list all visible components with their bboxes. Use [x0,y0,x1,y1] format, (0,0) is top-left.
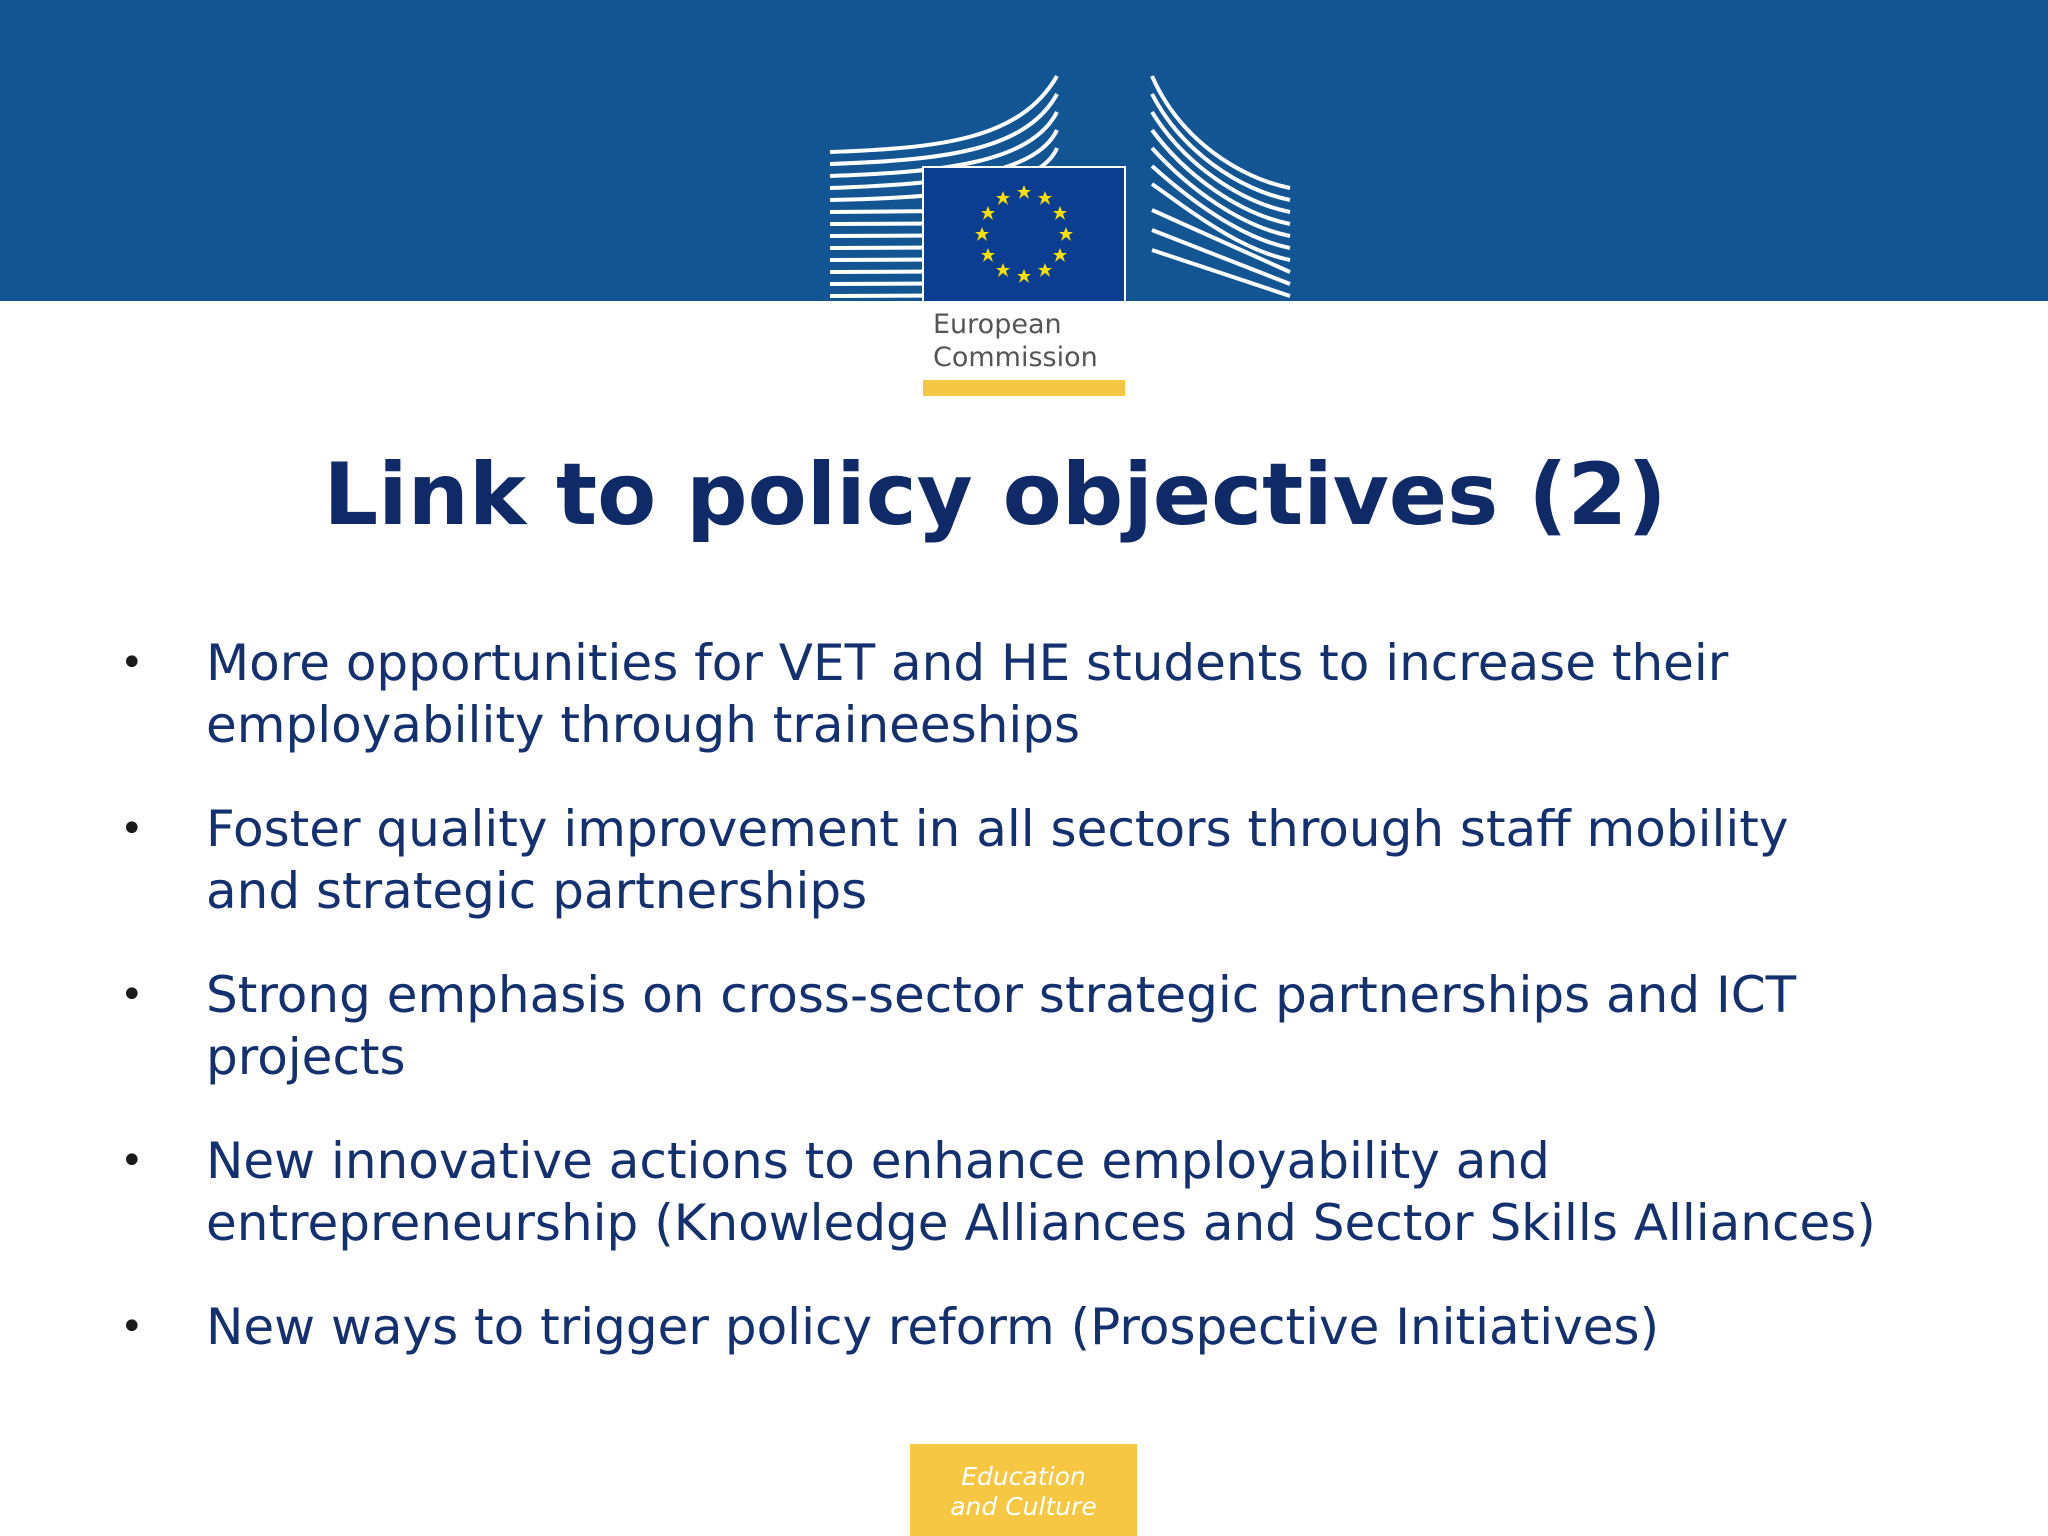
bullet-dot-icon: • [120,1138,144,1184]
building-right-icon [1152,76,1290,296]
bullet-list [118,632,2018,1400]
bullet-line: and strategic partnerships [206,862,868,920]
bullet-item [118,1130,2018,1254]
bullet-line: entrepreneurship (Knowledge Alliances and Sector Skills Alliances) [206,1194,1876,1252]
bullet-dot-icon: • [120,806,144,852]
logo-text-line-1: European [933,309,1062,340]
bullet-line: employability through traineeships [206,696,1081,754]
bullet-line: New ways to trigger policy reform (Prospective Initiatives) [206,1298,1660,1356]
logo-text-line-2: Commission [933,342,1098,373]
bullet-line: New innovative actions to enhance employability and [206,1132,1550,1190]
footer-line-2: and Culture [950,1492,1097,1521]
bullet-line: projects [206,1028,406,1086]
logo-underline [923,380,1125,396]
bullet-item [118,632,2018,756]
bullet-item [118,798,2018,922]
european-commission-logo-icon [820,60,1300,310]
footer-badge [910,1444,1137,1536]
bullet-line: More opportunities for VET and HE students to increase their [206,634,1729,692]
bullet-dot-icon: • [120,640,144,686]
slide-title: Link to policy objectives (2) [323,445,1667,545]
bullet-item [118,964,2018,1088]
bullet-line: Strong emphasis on cross-sector strategic partnerships and ICT [206,966,1797,1024]
bullet-item [118,1296,2018,1358]
footer-line-1: Education [961,1462,1086,1491]
logo-wordmark [933,308,1098,374]
bullet-dot-icon: • [120,972,144,1018]
bullet-dot-icon: • [120,1304,144,1350]
bullet-line: Foster quality improvement in all sectors through staff mobility [206,800,1789,858]
